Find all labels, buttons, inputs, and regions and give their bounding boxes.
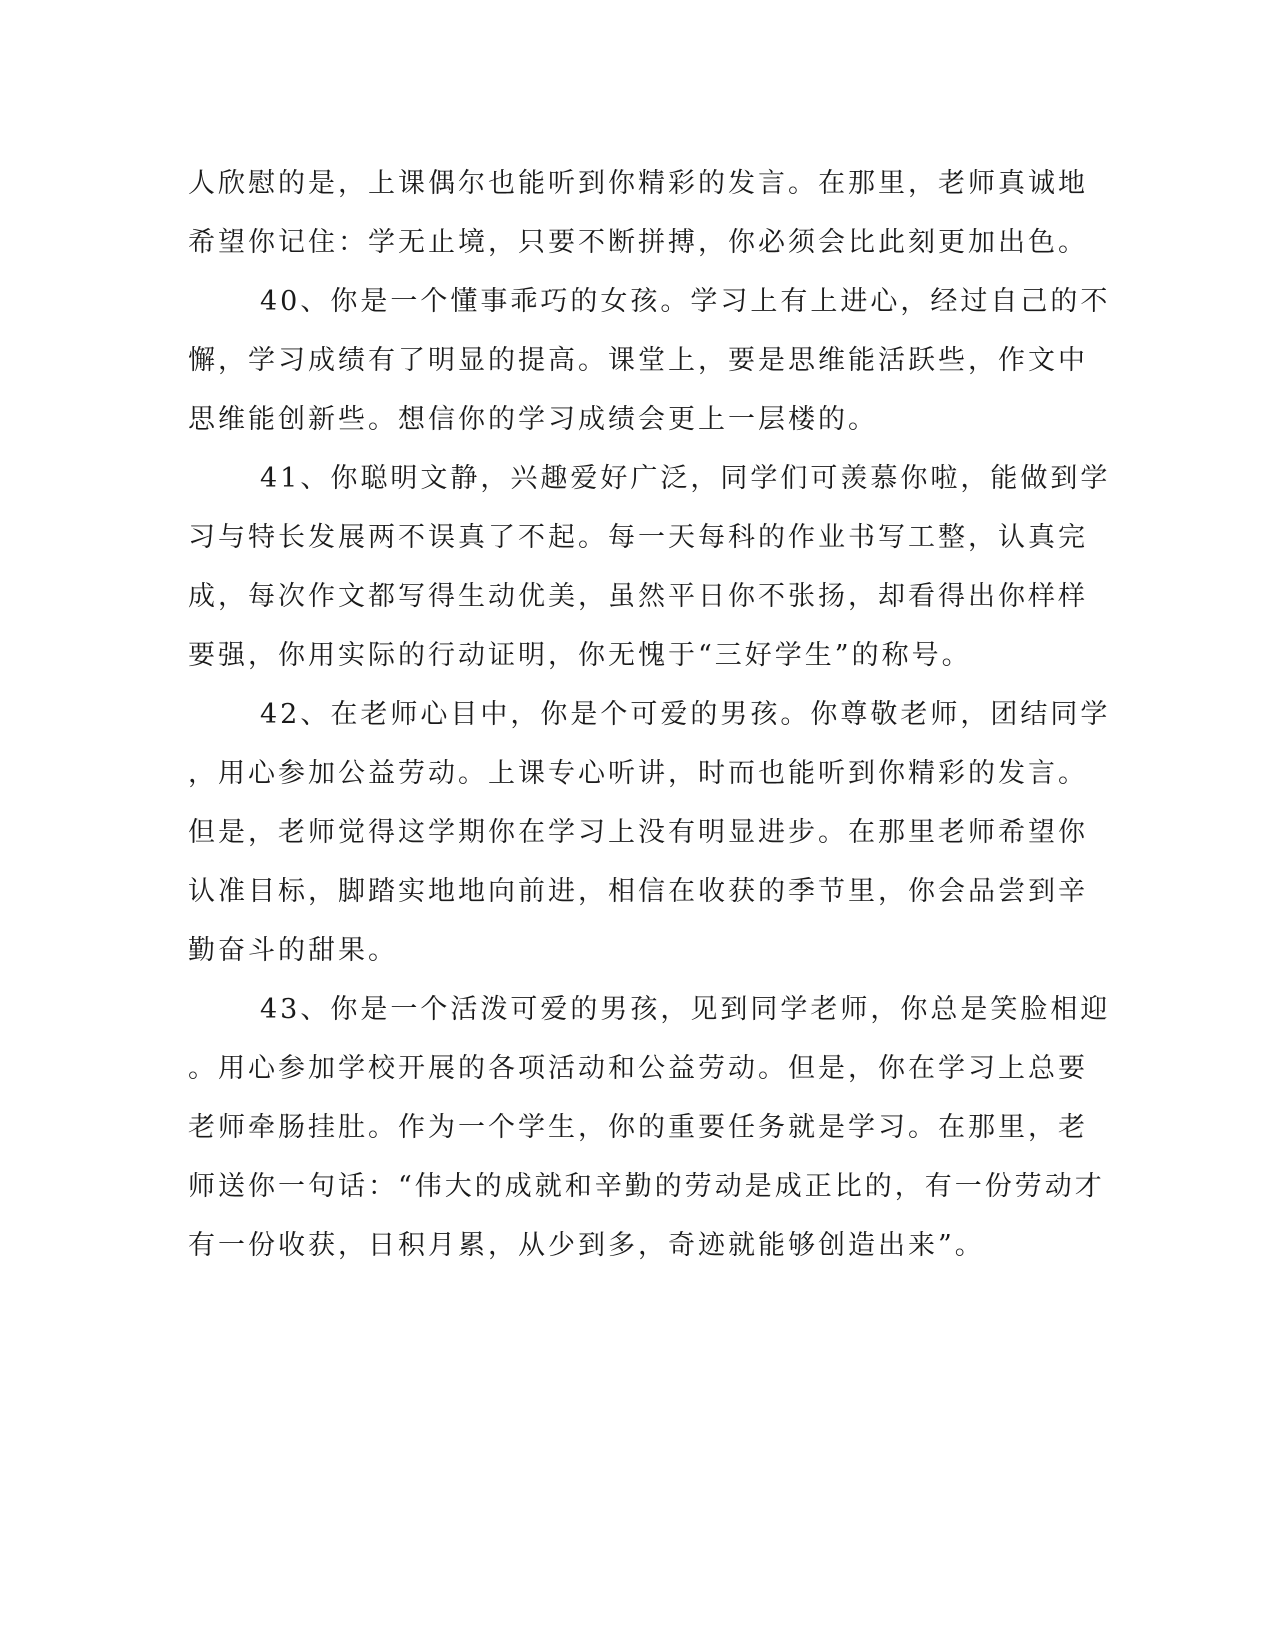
- paragraph-line: 有一份收获，日积月累，从少到多，奇迹就能够创造出来”。: [188, 1230, 985, 1261]
- paragraph-first-line: 43、你是一个活泼可爱的男孩，见到同学老师，你总是笑脸相迎: [260, 994, 1111, 1025]
- paragraph-continuation: [188, 154, 1088, 272]
- paragraph-first-line: 42、在老师心目中，你是个可爱的男孩。你尊敬老师，团结同学: [260, 699, 1111, 730]
- paragraph-line: 但是，老师觉得这学期你在学习上没有明显进步。在那里老师希望你: [188, 817, 1088, 848]
- paragraph-item-40: [188, 272, 1111, 449]
- paragraph-first-line: 40、你是一个懂事乖巧的女孩。学习上有上进心，经过自己的不: [260, 286, 1111, 317]
- paragraph-line: 老师牵肠挂肚。作为一个学生，你的重要任务就是学习。在那里，老: [188, 1112, 1088, 1143]
- paragraph-line: 懈，学习成绩有了明显的提高。课堂上，要是思维能活跃些，作文中: [188, 345, 1088, 376]
- paragraph-line: 思维能创新些。想信你的学习成绩会更上一层楼的。: [188, 404, 878, 435]
- paragraph-line: 习与特长发展两不误真了不起。每一天每科的作业书写工整，认真完: [188, 522, 1088, 553]
- paragraph-line: 要强，你用实际的行动证明，你无愧于“三好学生”的称号。: [188, 640, 972, 671]
- paragraph-item-42: [188, 685, 1111, 980]
- paragraph-line: 成，每次作文都写得生动优美，虽然平日你不张扬，却看得出你样样: [188, 581, 1088, 612]
- paragraph-line: 希望你记住：学无止境，只要不断拼搏，你必须会比此刻更加出色。: [188, 227, 1088, 258]
- paragraph-line: 师送你一句话：“伟大的成就和辛勤的劳动是成正比的，有一份劳动才: [188, 1171, 1105, 1202]
- paragraph-item-43: [188, 980, 1111, 1275]
- paragraph-line: 。用心参加学校开展的各项活动和公益劳动。但是，你在学习上总要: [188, 1053, 1088, 1084]
- paragraph-line: 人欣慰的是，上课偶尔也能听到你精彩的发言。在那里，老师真诚地: [188, 168, 1088, 199]
- paragraph-line: 认准目标，脚踏实地地向前进，相信在收获的季节里，你会品尝到辛: [188, 876, 1088, 907]
- paragraph-item-41: [188, 449, 1111, 685]
- paragraph-first-line: 41、你聪明文静，兴趣爱好广泛，同学们可羡慕你啦，能做到学: [260, 463, 1111, 494]
- paragraph-line: 勤奋斗的甜果。: [188, 935, 398, 966]
- document-body: [188, 154, 1111, 1275]
- paragraph-line: ，用心参加公益劳动。上课专心听讲，时而也能听到你精彩的发言。: [188, 758, 1088, 789]
